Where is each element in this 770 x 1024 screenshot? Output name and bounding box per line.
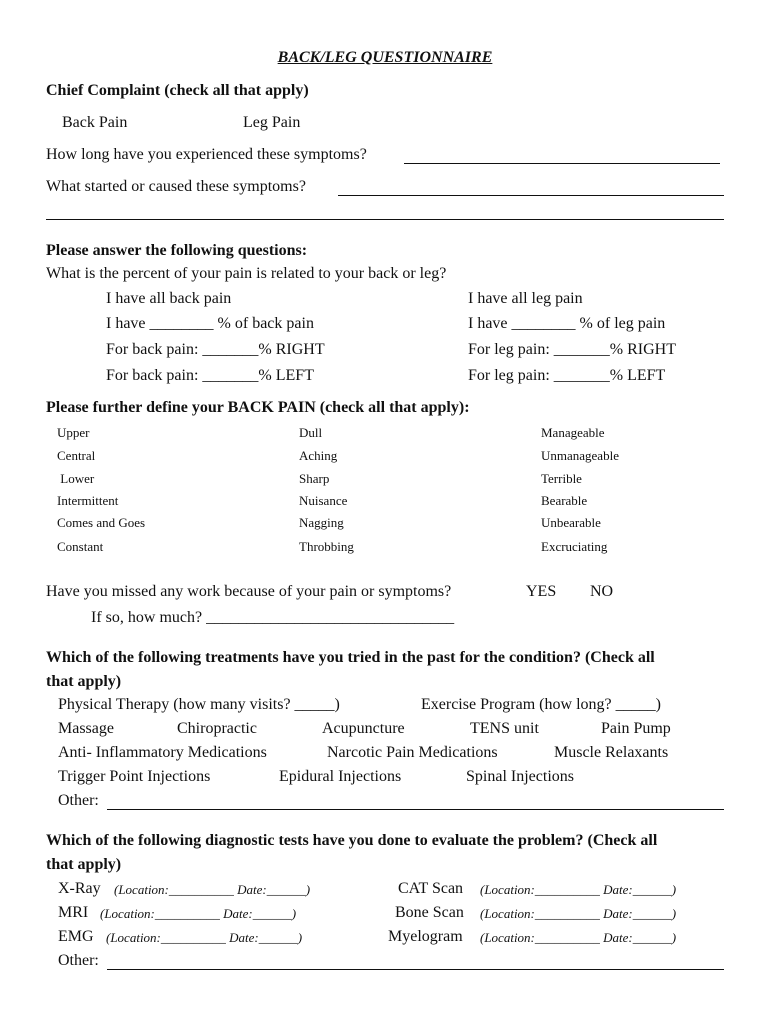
back-pain-option[interactable]: Dull (299, 425, 323, 440)
test-bone-scan[interactable]: Bone Scan (395, 904, 464, 921)
treatment-narcotic[interactable]: Narcotic Pain Medications (327, 744, 498, 761)
treatment-massage[interactable]: Massage (58, 720, 114, 737)
questions-heading: Please answer the following questions: (46, 242, 308, 259)
treatment-chiropractic[interactable]: Chiropractic (177, 720, 257, 737)
leg-pain-right[interactable]: For leg pain: _______% RIGHT (468, 341, 676, 358)
back-pain-option[interactable]: Unmanageable (541, 448, 619, 463)
back-pain-option[interactable]: Comes and Goes (57, 515, 146, 530)
back-pain-option[interactable]: Nagging (299, 515, 344, 530)
diagnostics-heading: Which of the following diagnostic tests have you done to evaluate the problem? (Check all (46, 832, 658, 849)
duration-question: How long have you experienced these symptoms? (46, 146, 367, 163)
percent-question: What is the percent of your pain is related to your back or leg? (46, 265, 447, 282)
back-pain-option[interactable]: Throbbing (299, 539, 354, 554)
back-pain-option[interactable]: Excruciating (541, 539, 608, 554)
test-mri[interactable]: MRI (58, 904, 89, 921)
diagnostics-other-line[interactable] (107, 969, 724, 970)
duration-answer-line[interactable] (404, 163, 720, 164)
back-pain-option[interactable]: Intermittent (57, 493, 119, 508)
diagnostics-other-label: Other: (58, 952, 99, 969)
back-pain-option[interactable]: Sharp (299, 471, 330, 486)
leg-pain-percent[interactable]: I have ________ % of leg pain (468, 315, 666, 332)
missed-work-question: Have you missed any work because of your pain or symptoms? (46, 583, 452, 600)
back-pain-option[interactable]: Terrible (541, 471, 582, 486)
treatment-physical-therapy[interactable]: Physical Therapy (how many visits? _____) (58, 696, 340, 713)
treatment-pain-pump[interactable]: Pain Pump (601, 720, 671, 737)
test-myelogram-location-date[interactable]: (Location:__________ Date:______) (480, 930, 677, 945)
treatment-exercise-program[interactable]: Exercise Program (how long? _____) (421, 696, 661, 713)
treatment-other-label: Other: (58, 792, 99, 809)
treatment-muscle-relaxants[interactable]: Muscle Relaxants (554, 744, 669, 761)
treatment-spinal[interactable]: Spinal Injections (466, 768, 574, 785)
test-xray[interactable]: X-Ray (58, 880, 101, 897)
back-pain-option[interactable]: Nuisance (299, 493, 348, 508)
all-back-pain[interactable]: I have all back pain (106, 290, 232, 307)
all-leg-pain[interactable]: I have all leg pain (468, 290, 583, 307)
diagnostics-heading-line2: that apply) (46, 856, 122, 873)
leg-pain-left[interactable]: For leg pain: _______% LEFT (468, 367, 666, 384)
back-pain-right[interactable]: For back pain: _______% RIGHT (106, 341, 325, 358)
test-myelogram[interactable]: Myelogram (388, 928, 463, 945)
option-leg-pain[interactable]: Leg Pain (243, 114, 301, 131)
treatments-heading-line2: that apply) (46, 673, 122, 690)
treatments-heading: Which of the following treatments have you tried in the past for the condition? (Check all (46, 649, 655, 666)
test-emg-location-date[interactable]: (Location:__________ Date:______) (106, 930, 303, 945)
treatment-anti-inflammatory[interactable]: Anti- Inflammatory Medications (58, 744, 267, 761)
treatment-tens-unit[interactable]: TENS unit (470, 720, 539, 737)
option-back-pain[interactable]: Back Pain (62, 114, 128, 131)
treatment-trigger-point[interactable]: Trigger Point Injections (58, 768, 211, 785)
back-pain-option[interactable]: Unbearable (541, 515, 601, 530)
page-title: BACK/LEG QUESTIONNAIRE (277, 49, 493, 66)
test-bone-location-date[interactable]: (Location:__________ Date:______) (480, 906, 677, 921)
test-cat-scan[interactable]: CAT Scan (398, 880, 464, 897)
back-pain-percent[interactable]: I have ________ % of back pain (106, 315, 314, 332)
back-pain-left[interactable]: For back pain: _______% LEFT (106, 367, 314, 384)
chief-complaint-heading: Chief Complaint (check all that apply) (46, 82, 309, 99)
back-pain-option[interactable]: Aching (299, 448, 338, 463)
test-emg[interactable]: EMG (58, 928, 94, 945)
back-pain-option[interactable]: Constant (57, 539, 104, 554)
treatment-acupuncture[interactable]: Acupuncture (322, 720, 405, 737)
test-xray-location-date[interactable]: (Location:__________ Date:______) (114, 882, 311, 897)
back-pain-option[interactable]: Bearable (541, 493, 588, 508)
missed-work-no[interactable]: NO (590, 583, 614, 600)
test-cat-location-date[interactable]: (Location:__________ Date:______) (480, 882, 677, 897)
cause-question: What started or caused these symptoms? (46, 178, 306, 195)
treatment-other-line[interactable] (107, 809, 724, 810)
back-pain-heading: Please further define your BACK PAIN (check all that apply): (46, 399, 470, 416)
back-pain-option[interactable]: Upper (57, 425, 90, 440)
back-pain-option[interactable]: Central (57, 448, 96, 463)
treatment-epidural[interactable]: Epidural Injections (279, 768, 402, 785)
missed-work-how-much[interactable]: If so, how much? _______________________________ (91, 609, 455, 626)
missed-work-yes[interactable]: YES (526, 583, 557, 600)
test-mri-location-date[interactable]: (Location:__________ Date:______) (100, 906, 297, 921)
back-pain-option[interactable]: Lower (57, 471, 95, 486)
back-pain-option[interactable]: Manageable (541, 425, 605, 440)
cause-answer-line[interactable] (338, 195, 724, 196)
cause-answer-line-2[interactable] (46, 219, 724, 220)
